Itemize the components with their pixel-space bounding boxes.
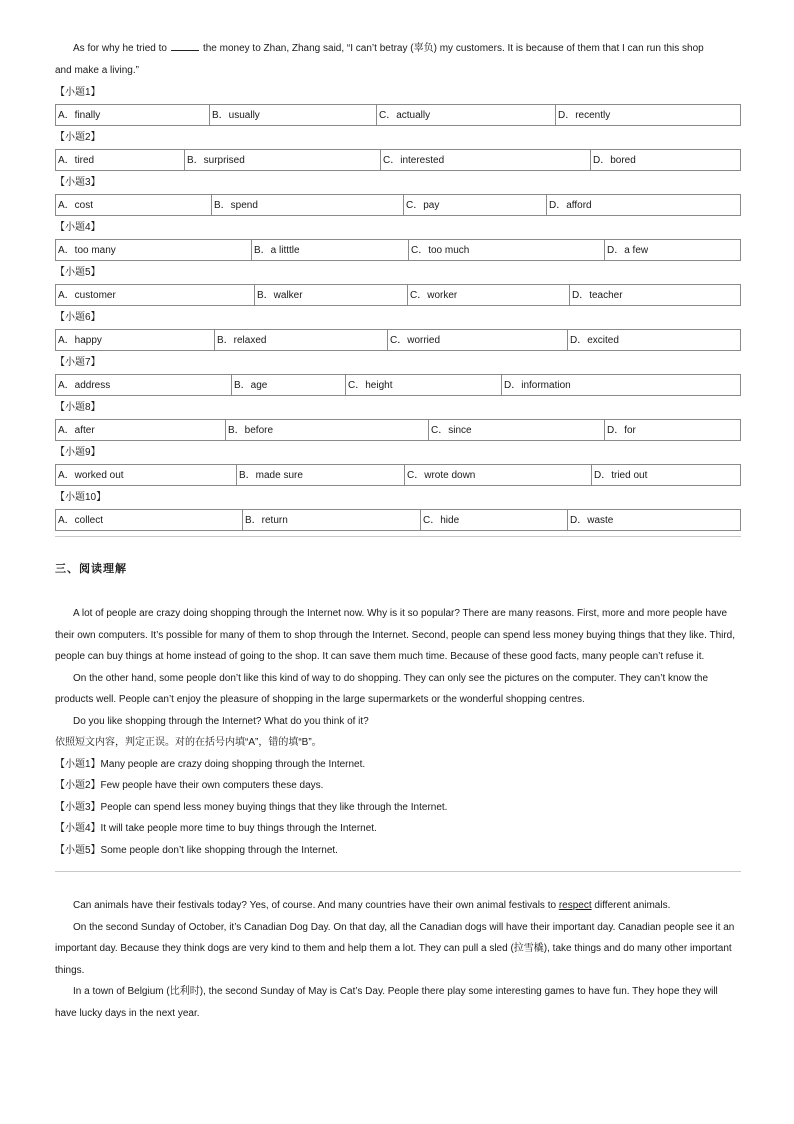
options-row: [55, 194, 741, 216]
question-label: 【小题2】: [55, 132, 101, 143]
option-b[interactable]: B．surprised: [185, 150, 381, 170]
option-a[interactable]: A．too many: [56, 240, 252, 260]
true-false-item: 【小题2】Few people have their own computers these days.: [55, 780, 324, 791]
section-title: 三、阅读理解: [55, 562, 127, 575]
question-label: 【小题5】: [55, 267, 101, 278]
option-d[interactable]: D．tried out: [594, 470, 648, 481]
passage-1-paragraph-1: A lot of people are crazy doing shopping through the Internet now. Why is it so popular? There are many reasons. First, more and more people have their own computers. It’s possible for many of them to shop through the Internet. Second, people can spend less money buying things that they like. Third, people can buy things at home instead of going to the shop. It can save them much time. Because of these good facts, many people can’t refuse it.: [55, 608, 736, 662]
option-d[interactable]: D．afford: [549, 200, 592, 211]
option-b[interactable]: B．age: [232, 375, 346, 395]
option-d[interactable]: D．waste: [570, 515, 614, 526]
question-label: 【小题8】: [55, 402, 101, 413]
intro-text-b: the money to Zhan, Zhang said, “I can’t betray (辜负) my customers. It is because of them that I can run this shop: [202, 43, 704, 54]
option-b[interactable]: B．before: [226, 420, 429, 440]
option-d[interactable]: D．information: [504, 380, 571, 391]
option-d[interactable]: D．for: [607, 425, 636, 436]
intro-line-1: [55, 38, 741, 60]
option-c[interactable]: C．wrote down: [405, 465, 592, 485]
option-a[interactable]: A．happy: [56, 330, 215, 350]
option-d[interactable]: D．recently: [558, 110, 611, 121]
option-c[interactable]: C．worker: [408, 285, 570, 305]
question-label: 【小题1】: [55, 87, 101, 98]
passage-2-paragraph-1: [55, 895, 741, 917]
passage-1-paragraph-3: Do you like shopping through the Internet? What do you think of it?: [73, 715, 369, 727]
option-c[interactable]: C．height: [346, 375, 502, 395]
option-c[interactable]: C．worried: [388, 330, 568, 350]
option-b[interactable]: B．usually: [210, 105, 377, 125]
passage-1: [55, 603, 741, 861]
passage-1-paragraph-2: On the other hand, some people don’t like this kind of way to do shopping. They can only see the pictures on the computer. They can’t know the products well. People can’t enjoy the pleasure of shopping in the large supermarkets or the wonderful shopping centres.: [55, 672, 709, 705]
options-row: [55, 239, 741, 261]
option-c[interactable]: C．since: [429, 420, 605, 440]
option-a[interactable]: A．tired: [56, 150, 185, 170]
option-c[interactable]: C．interested: [381, 150, 591, 170]
true-false-item: 【小题3】People can spend less money buying things that they like through the Internet.: [55, 801, 448, 813]
question-label: 【小题7】: [55, 357, 101, 368]
true-false-list: [55, 754, 741, 862]
question-label: 【小题6】: [55, 312, 101, 323]
intro-text-a: As for why he tried to: [73, 43, 167, 54]
options-row: [55, 419, 741, 441]
option-b[interactable]: B．relaxed: [215, 330, 388, 350]
divider: [55, 871, 741, 872]
passage-2: [55, 895, 741, 1024]
options-row: [55, 374, 741, 396]
options-row: [55, 149, 741, 171]
option-c[interactable]: C．hide: [421, 510, 568, 530]
instruction-text: 依照短文内容，判定正误。对的在括号内填“A”，错的填“B”。: [55, 737, 322, 748]
passage-2-paragraph-2: On the second Sunday of October, it’s Canadian Dog Day. On that day, all the Canadian dogs will have their important day. Canadian people see it an important day. Because they think dogs are very kind to them and help them a lot. They can pull a sled (拉雪橇), take things and do many other important things.: [55, 921, 735, 976]
option-d[interactable]: D．excited: [570, 335, 619, 346]
option-c[interactable]: C．pay: [404, 195, 547, 215]
option-d[interactable]: D．bored: [593, 155, 636, 166]
passage-2-text-b: different animals.: [594, 900, 671, 911]
document-page: [55, 38, 741, 1024]
option-a[interactable]: A．finally: [56, 105, 210, 125]
underlined-word: respect: [558, 900, 592, 911]
options-row: [55, 284, 741, 306]
option-b[interactable]: B．a litttle: [252, 240, 409, 260]
option-a[interactable]: A．after: [56, 420, 226, 440]
options-row: [55, 329, 741, 351]
answer-blank: [171, 40, 199, 51]
option-a[interactable]: A．customer: [56, 285, 255, 305]
option-d[interactable]: D．teacher: [572, 290, 623, 301]
true-false-item: 【小题4】It will take people more time to buy things through the Internet.: [55, 823, 377, 834]
option-a[interactable]: A．address: [56, 375, 232, 395]
passage-2-text-a: Can animals have their festivals today? Yes, of course. And many countries have their own animal festivals to: [73, 900, 557, 911]
options-row: [55, 509, 741, 531]
option-a[interactable]: A．worked out: [56, 465, 237, 485]
option-a[interactable]: A．collect: [56, 510, 243, 530]
question-label: 【小题4】: [55, 222, 101, 233]
options-row: [55, 464, 741, 486]
option-d[interactable]: D．a few: [607, 245, 649, 256]
question-label: 【小题10】: [55, 492, 107, 503]
question-label: 【小题9】: [55, 447, 101, 458]
option-b[interactable]: B．walker: [255, 285, 408, 305]
intro-line-2: and make a living.”: [55, 64, 139, 76]
passage-2-paragraph-3: In a town of Belgium (比利时), the second Sunday of May is Cat’s Day. People there play some interesting games to have fun. They hope they will have lucky days in the next year.: [55, 986, 718, 1019]
option-c[interactable]: C．too much: [409, 240, 605, 260]
options-row: [55, 104, 741, 126]
option-a[interactable]: A．cost: [56, 195, 212, 215]
option-b[interactable]: B．return: [243, 510, 421, 530]
true-false-item: 【小题1】Many people are crazy doing shopping through the Internet.: [55, 758, 366, 770]
question-list: [55, 81, 741, 531]
option-c[interactable]: C．actually: [377, 105, 556, 125]
option-b[interactable]: B．spend: [212, 195, 404, 215]
question-label: 【小题3】: [55, 177, 101, 188]
true-false-item: 【小题5】Some people don’t like shopping through the Internet.: [55, 844, 338, 856]
option-b[interactable]: B．made sure: [237, 465, 405, 485]
divider: [55, 536, 741, 537]
